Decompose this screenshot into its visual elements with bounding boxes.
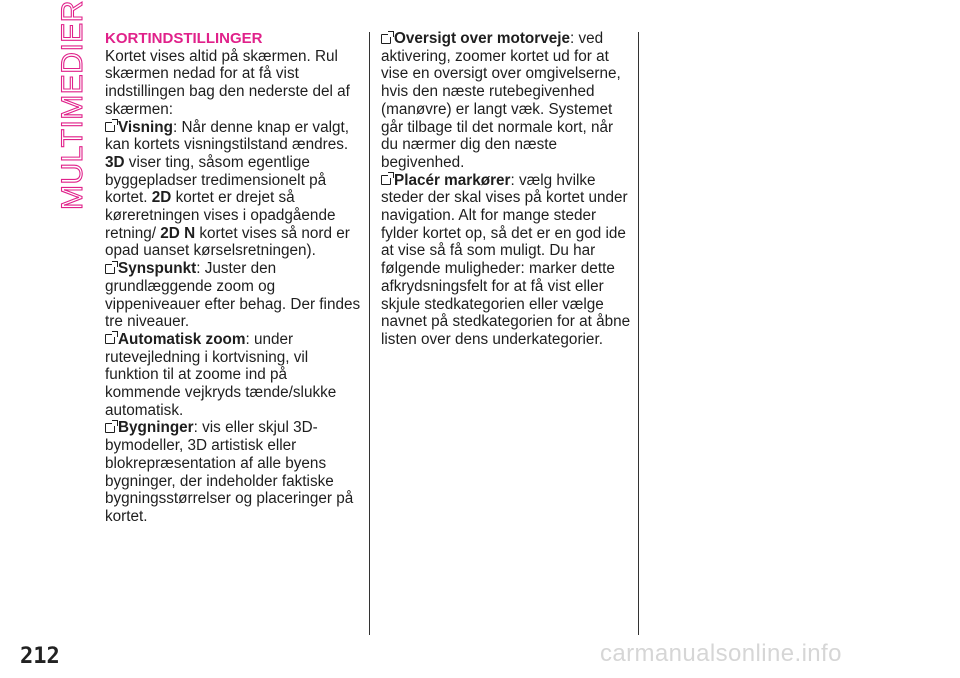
intro-paragraph: Kortet vises altid på skærmen. Rul skærmen nedad for at få vist indstillingen bag den nederste del af skærmen: [105,47,350,118]
external-link-icon [381,34,391,44]
setting-oversigt-motorveje [381,30,633,172]
setting-automatisk-zoom-key: Automatisk zoom [118,330,246,348]
setting-visning [105,119,361,261]
setting-visning-text-4: kortet vises så nord er opad uanset kørselsretningen). [105,224,350,260]
external-link-icon [381,175,391,185]
left-column [105,30,361,526]
visning-2d-label: 2D [151,189,172,207]
setting-placer-markorer-text: : vælg hvilke steder der skal vises på kortet under navigation. Alt for mange steder fylder kortet op, så det er en god ide at vise så få som muligt. Du har følgende muligheder: marker dette afkrydsningsfelt for at få vist eller skjule stedkategorien eller vælge navnet på stedkategorien for at åbne listen over dens underkategorier. [381,171,631,348]
visning-3d-label: 3D [105,153,125,171]
visning-2dn-label: 2D N [160,224,196,242]
setting-visning-text-3: kortet er drejet så køreretningen vises i opadgående retning/ [105,189,336,242]
setting-oversigt-motorveje-text: : ved aktivering, zoomer kortet ud for at vise en oversigt over omgivelserne, hvis den næste rutebegivenhed (manøvre) er langt væk. Systemet går tilbage til det normale kort, når du nærmer dig den næste begivenhed. [381,30,621,171]
setting-placer-markorer [381,172,633,349]
side-section-title-text: MULTIMEDIER [56,0,90,210]
setting-synspunkt-text: : Juster den grundlæggende zoom og vippeniveauer efter behag. Der findes tre niveauer. [105,260,361,331]
setting-visning-key: Visning [118,118,173,136]
setting-synspunkt [105,260,361,331]
external-link-icon [105,122,115,132]
setting-synspunkt-key: Synspunkt [118,260,197,278]
setting-automatisk-zoom [105,331,361,420]
setting-placer-markorer-key: Placér markører [394,171,511,189]
setting-bygninger [105,419,361,525]
section-heading: KORTINDSTILLINGER [105,30,263,47]
page-number: 212 [20,644,60,669]
external-link-icon [105,334,115,344]
setting-bygninger-key: Bygninger [118,419,194,437]
external-link-icon [105,264,115,274]
watermark: carmanualsonline.info [600,640,842,667]
setting-bygninger-text: : vis eller skjul 3D-bymodeller, 3D artistisk eller blokrepræsentation af alle byens bygninger, der indeholder faktiske bygningsstørrelser og placeringer på kortet. [105,419,354,525]
column-divider [369,32,370,635]
setting-automatisk-zoom-text: : under rutevejledning i kortvisning, vil funktion til at zoome ind på kommende vejkryds tænde/slukke automatisk. [105,330,337,419]
setting-oversigt-motorveje-key: Oversigt over motorveje [394,30,570,47]
column-divider [638,32,639,635]
external-link-icon [105,423,115,433]
setting-visning-text-1: : Når denne knap er valgt, kan kortets visningstilstand ændres. [105,118,349,154]
right-column [381,30,633,349]
side-section-title [56,0,90,210]
setting-visning-text-2: viser ting, såsom egentlige byggepladser tredimensionelt på kortet. [105,153,327,207]
